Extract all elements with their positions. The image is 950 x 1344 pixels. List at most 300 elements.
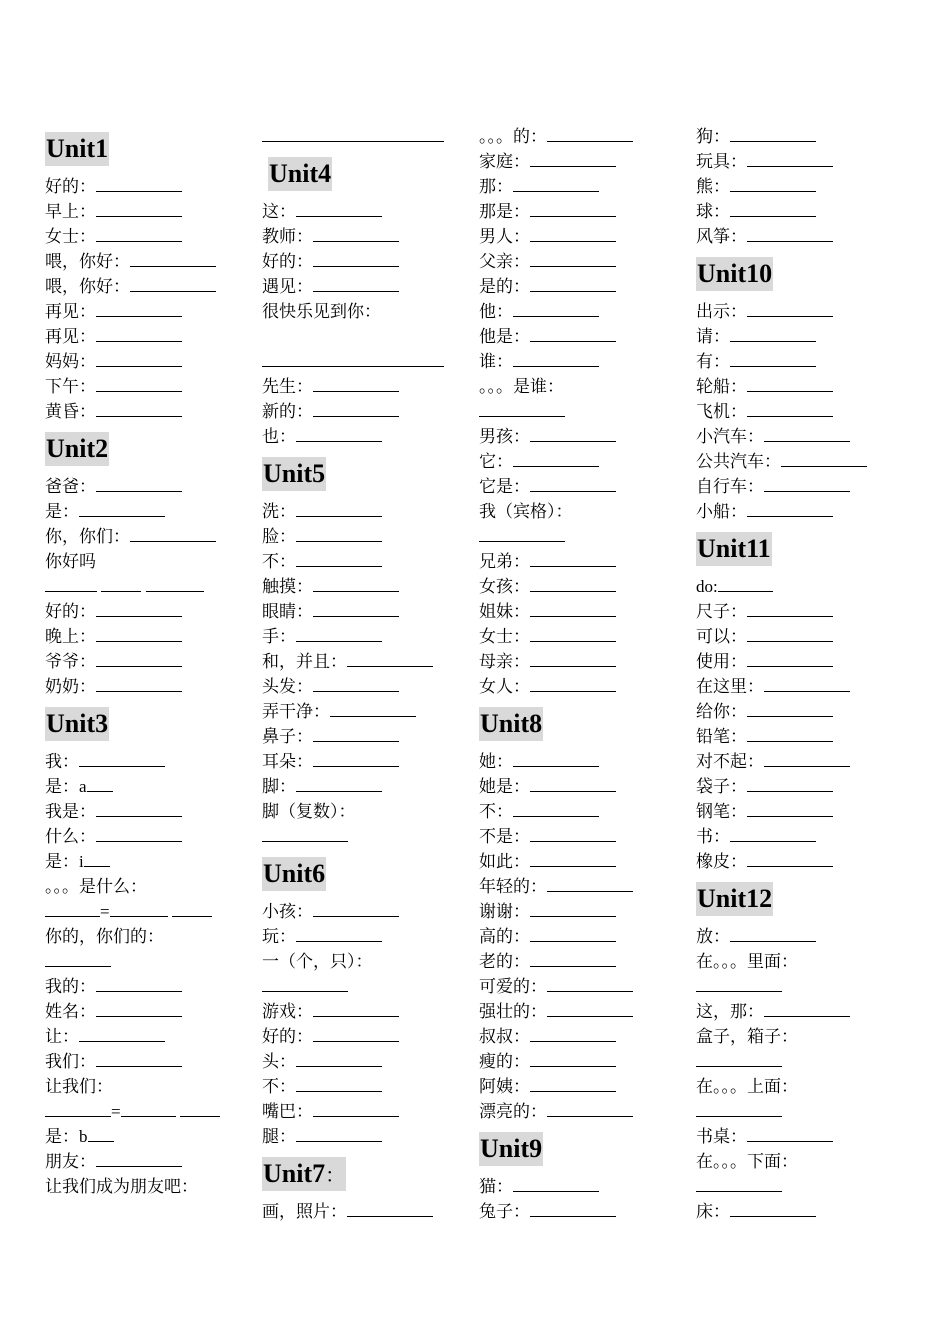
answer-blank[interactable] [696,1049,782,1067]
vocab-line [45,374,255,399]
answer-blank[interactable] [96,174,182,192]
answer-blank[interactable] [747,299,833,317]
answer-blank[interactable] [513,449,599,467]
vocab-line [262,574,472,599]
vocab-line [262,324,472,349]
answer-blank[interactable] [296,1074,382,1092]
vocab-line [479,249,689,274]
answer-blank[interactable] [45,1099,111,1117]
answer-blank[interactable] [530,899,616,917]
answer-blank[interactable] [96,599,182,617]
vocab-line [45,499,255,524]
answer-blank[interactable] [88,1124,114,1142]
vocab-line [479,899,689,924]
vocab-prompt: 腿： [262,1127,296,1146]
vocab-prompt: 年轻的： [479,877,547,896]
vocab-prompt: 姐妹： [479,602,530,621]
vocab-prompt: 朋友： [45,1152,96,1171]
vocab-prompt: 好的： [262,252,313,271]
vocab-line [696,724,906,749]
answer-blank[interactable] [313,1024,399,1042]
answer-blank[interactable] [730,924,816,942]
vocab-line [479,1174,689,1199]
vocab-line [262,224,472,249]
vocab-prompt: 遇见： [262,277,313,296]
vocab-prompt: 熊： [696,177,730,196]
answer-blank[interactable] [101,574,141,592]
answer-blank[interactable] [296,1124,382,1142]
answer-blank[interactable] [262,124,444,142]
vocab-line [696,749,906,774]
answer-blank[interactable] [730,174,816,192]
answer-blank[interactable] [747,399,833,417]
answer-blank[interactable] [718,574,773,592]
vocab-line [479,399,689,424]
answer-blank[interactable] [530,774,616,792]
vocab-line [45,174,255,199]
vocab-prompt: 游戏： [262,1002,313,1021]
column-2 [262,124,472,1224]
answer-blank[interactable] [87,774,113,792]
vocab-line [696,1099,906,1124]
vocab-prompt: 可以： [696,627,747,646]
answer-blank[interactable] [313,249,399,267]
vocab-line [479,424,689,449]
answer-blank[interactable] [530,549,616,567]
answer-blank[interactable] [747,224,833,242]
answer-blank[interactable] [696,1174,782,1192]
answer-blank[interactable] [262,974,348,992]
vocab-prompt: 公共汽车： [696,452,781,471]
vocab-prompt: 瘦的： [479,1052,530,1071]
answer-blank[interactable] [313,1099,399,1117]
vocab-prompt: 让我们： [45,1077,113,1096]
answer-blank[interactable] [180,1099,220,1117]
answer-blank[interactable] [764,424,850,442]
answer-blank[interactable] [96,224,182,242]
vocab-prompt: 家庭： [479,152,530,171]
answer-blank[interactable] [747,1124,833,1142]
answer-blank[interactable] [781,449,867,467]
answer-blank[interactable] [747,799,833,817]
vocab-line [479,1074,689,1099]
answer-blank[interactable] [747,699,833,717]
answer-blank[interactable] [121,1099,176,1117]
answer-blank[interactable] [730,824,816,842]
answer-blank[interactable] [296,424,382,442]
vocab-line [696,624,906,649]
vocab-line [45,749,255,774]
answer-blank[interactable] [513,299,599,317]
vocab-prompt: 喂，你好： [45,252,130,271]
vocab-prompt: 尺子： [696,602,747,621]
vocab-line [696,1149,906,1174]
vocab-prompt: 姓名： [45,1002,96,1021]
vocab-prompt: 如此： [479,852,530,871]
vocab-line [479,524,689,549]
vocab-line [479,124,689,149]
vocab-prompt: 是：a [45,777,87,796]
answer-blank[interactable] [130,249,216,267]
answer-blank[interactable] [96,974,182,992]
answer-blank[interactable] [296,199,382,217]
vocab-prompt: 头： [262,1052,296,1071]
vocab-prompt: 阿姨： [479,1077,530,1096]
vocab-line [262,774,472,799]
answer-blank[interactable] [479,524,565,542]
vocab-line [696,299,906,324]
vocab-line [45,474,255,499]
answer-blank[interactable] [96,349,182,367]
unit-heading-row [45,699,255,749]
unit-heading-row [262,1149,472,1199]
answer-blank[interactable] [696,1099,782,1117]
unit-heading-row [696,249,906,299]
answer-blank[interactable] [313,224,399,242]
vocab-line [45,799,255,824]
vocab-prompt: 让我们成为朋友吧： [45,1177,198,1196]
answer-blank[interactable] [96,474,182,492]
vocab-prompt: 教师： [262,227,313,246]
vocab-line [262,1099,472,1124]
answer-blank[interactable] [696,974,782,992]
vocab-prompt: 是：i [45,852,84,871]
answer-blank[interactable] [547,974,633,992]
answer-blank[interactable] [296,624,382,642]
unit-heading: Unit12 [696,882,773,916]
answer-blank[interactable] [79,1024,165,1042]
vocab-prompt: 。。。是谁： [479,377,564,396]
vocab-line [262,524,472,549]
vocab-line [262,649,472,674]
vocab-line [479,549,689,574]
vocab-prompt: 那： [479,177,513,196]
vocab-prompt: 谢谢： [479,902,530,921]
answer-blank[interactable] [313,599,399,617]
answer-blank[interactable] [79,749,165,767]
answer-blank[interactable] [764,749,850,767]
vocab-prompt: 在。。。下面： [696,1152,798,1171]
answer-blank[interactable] [96,199,182,217]
vocab-prompt: 再见： [45,302,96,321]
answer-blank[interactable] [45,899,100,917]
vocab-line [262,949,472,974]
vocab-prompt: 我的： [45,977,96,996]
answer-blank[interactable] [313,274,399,292]
vocab-line [696,949,906,974]
vocab-prompt: 再见： [45,327,96,346]
vocab-line [45,774,255,799]
vocab-prompt: 书： [696,827,730,846]
vocab-prompt: 她： [479,752,513,771]
vocab-line [479,874,689,899]
answer-blank[interactable] [130,524,216,542]
vocab-prompt: 女士： [479,627,530,646]
vocab-line [45,624,255,649]
unit-heading-row [696,874,906,924]
vocab-line [262,299,472,324]
vocab-line [696,374,906,399]
answer-blank[interactable] [296,524,382,542]
answer-blank[interactable] [262,349,444,367]
vocab-line [479,174,689,199]
answer-blank[interactable] [172,899,212,917]
vocab-prompt: 脚： [262,777,296,796]
vocab-prompt: 我（宾格）： [479,502,573,521]
vocab-prompt: 让： [45,1027,79,1046]
answer-blank[interactable] [730,324,816,342]
answer-blank[interactable] [530,574,616,592]
vocab-line [45,649,255,674]
vocab-line [696,1124,906,1149]
vocab-line [45,574,255,599]
answer-blank[interactable] [547,1099,633,1117]
answer-blank[interactable] [347,649,433,667]
answer-blank[interactable] [96,799,182,817]
answer-blank[interactable] [296,549,382,567]
answer-blank[interactable] [96,324,182,342]
unit-heading: Unit10 [696,257,773,291]
unit-heading: Unit4 [268,157,332,191]
vocab-prompt: 对不起： [696,752,764,771]
answer-blank[interactable] [96,649,182,667]
vocab-prompt: 那是： [479,202,530,221]
answer-blank[interactable] [747,849,833,867]
vocab-line [262,1024,472,1049]
answer-blank[interactable] [747,624,833,642]
answer-blank[interactable] [547,999,633,1017]
answer-blank[interactable] [96,624,182,642]
vocab-line [696,1174,906,1199]
answer-blank[interactable] [513,1174,599,1192]
vocab-line [262,674,472,699]
answer-blank[interactable] [730,124,816,142]
answer-blank[interactable] [96,1049,182,1067]
answer-blank[interactable] [479,399,565,417]
vocab-prompt: 谁： [479,352,513,371]
answer-blank[interactable] [513,799,599,817]
vocab-prompt: 不是： [479,827,530,846]
answer-blank[interactable] [45,574,97,592]
answer-blank[interactable] [747,499,833,517]
unit-heading-colon: ： [325,1165,346,1187]
answer-blank[interactable] [747,149,833,167]
vocab-line [696,699,906,724]
vocab-prompt: 弄干净： [262,702,330,721]
equals-sign: = [111,1102,121,1121]
vocab-line [262,999,472,1024]
answer-blank[interactable] [146,574,204,592]
answer-blank[interactable] [764,474,850,492]
answer-blank[interactable] [110,899,168,917]
answer-blank[interactable] [530,849,616,867]
answer-blank[interactable] [730,199,816,217]
unit-heading [262,1157,346,1191]
unit-heading-row [262,849,472,899]
vocab-prompt: 盒子，箱子： [696,1027,798,1046]
vocab-prompt: 不： [479,802,513,821]
vocab-prompt: 我是： [45,802,96,821]
answer-blank[interactable] [530,824,616,842]
answer-blank[interactable] [530,924,616,942]
vocab-prompt: 什么： [45,827,96,846]
answer-blank[interactable] [530,199,616,217]
answer-blank[interactable] [347,1199,433,1217]
answer-blank[interactable] [530,674,616,692]
vocab-line [45,1149,255,1174]
vocab-line [696,399,906,424]
vocab-line [479,349,689,374]
answer-blank[interactable] [96,999,182,1017]
vocab-line [262,124,472,149]
answer-blank[interactable] [764,674,850,692]
answer-blank[interactable] [530,224,616,242]
answer-blank[interactable] [747,774,833,792]
vocab-prompt: 耳朵： [262,752,313,771]
answer-blank[interactable] [130,274,216,292]
answer-blank[interactable] [747,724,833,742]
answer-blank[interactable] [747,599,833,617]
unit-heading-row [45,124,255,174]
vocab-line [479,274,689,299]
vocab-prompt: 爸爸： [45,477,96,496]
answer-blank[interactable] [530,1199,616,1217]
answer-blank[interactable] [530,274,616,292]
answer-blank[interactable] [530,1049,616,1067]
answer-blank[interactable] [530,324,616,342]
answer-blank[interactable] [513,749,599,767]
answer-blank[interactable] [313,899,399,917]
vocab-prompt: 飞机： [696,402,747,421]
answer-blank[interactable] [530,1074,616,1092]
vocab-line [696,1024,906,1049]
vocab-line [696,424,906,449]
vocab-prompt: 给你： [696,702,747,721]
answer-blank[interactable] [262,824,348,842]
answer-blank[interactable] [96,674,182,692]
vocab-line [262,1124,472,1149]
answer-blank[interactable] [296,1049,382,1067]
vocab-prompt: 晚上： [45,627,96,646]
answer-blank[interactable] [530,624,616,642]
answer-blank[interactable] [530,1024,616,1042]
vocab-line [262,1199,472,1224]
answer-blank[interactable] [530,249,616,267]
answer-blank[interactable] [513,349,599,367]
vocab-prompt: 使用： [696,652,747,671]
unit-heading: Unit9 [479,1132,543,1166]
vocab-line [262,1049,472,1074]
vocab-line [479,849,689,874]
vocab-line [45,674,255,699]
answer-blank[interactable] [530,474,616,492]
vocab-line [262,349,472,374]
vocab-line [262,799,472,824]
answer-blank[interactable] [513,174,599,192]
vocab-prompt: 小孩： [262,902,313,921]
vocab-line [45,874,255,899]
vocab-line [479,1199,689,1224]
answer-blank[interactable] [730,349,816,367]
vocab-line [696,324,906,349]
answer-blank[interactable] [96,374,182,392]
answer-blank[interactable] [530,424,616,442]
answer-blank[interactable] [296,924,382,942]
answer-blank[interactable] [313,749,399,767]
answer-blank[interactable] [764,999,850,1017]
answer-blank[interactable] [313,724,399,742]
answer-blank[interactable] [45,949,111,967]
unit-heading-row [262,149,472,199]
answer-blank[interactable] [96,299,182,317]
vocab-line [262,699,472,724]
answer-blank[interactable] [547,874,633,892]
unit-heading: Unit11 [696,532,772,566]
answer-blank[interactable] [547,124,633,142]
answer-blank[interactable] [313,674,399,692]
answer-blank[interactable] [530,949,616,967]
answer-blank[interactable] [747,374,833,392]
vocab-prompt: 叔叔： [479,1027,530,1046]
equals-sign: = [100,902,110,921]
vocab-prompt: 书桌： [696,1127,747,1146]
vocab-prompt: 小汽车： [696,427,764,446]
answer-blank[interactable] [96,399,182,417]
answer-blank[interactable] [313,999,399,1017]
vocab-prompt: 强壮的： [479,1002,547,1021]
vocab-line [45,1074,255,1099]
vocab-line [45,1124,255,1149]
unit-heading: Unit5 [262,457,326,491]
answer-blank[interactable] [313,574,399,592]
answer-blank[interactable] [96,824,182,842]
vocab-line [45,949,255,974]
vocab-prompt: 爷爷： [45,652,96,671]
answer-blank[interactable] [330,699,416,717]
vocab-line [479,974,689,999]
answer-blank[interactable] [530,599,616,617]
vocab-line [262,399,472,424]
answer-blank[interactable] [79,499,165,517]
vocab-line [262,924,472,949]
answer-blank[interactable] [84,849,110,867]
vocab-prompt: 轮船： [696,377,747,396]
answer-blank[interactable] [747,649,833,667]
vocab-prompt: 早上： [45,202,96,221]
answer-blank[interactable] [96,1149,182,1167]
answer-blank[interactable] [296,774,382,792]
vocab-line [262,249,472,274]
answer-blank[interactable] [296,499,382,517]
answer-blank[interactable] [530,149,616,167]
answer-blank[interactable] [313,374,399,392]
vocab-line [45,274,255,299]
vocab-line [479,449,689,474]
vocab-line [45,324,255,349]
unit-heading-row [696,524,906,574]
answer-blank[interactable] [313,399,399,417]
vocab-line [479,1099,689,1124]
vocab-prompt: 好的： [45,177,96,196]
answer-blank[interactable] [730,1199,816,1217]
unit-heading-row [479,1124,689,1174]
vocab-prompt: 放： [696,927,730,946]
vocab-prompt: 猫： [479,1177,513,1196]
vocab-prompt: 他： [479,302,513,321]
unit-heading-row [45,424,255,474]
vocab-prompt: 女人： [479,677,530,696]
answer-blank[interactable] [530,649,616,667]
